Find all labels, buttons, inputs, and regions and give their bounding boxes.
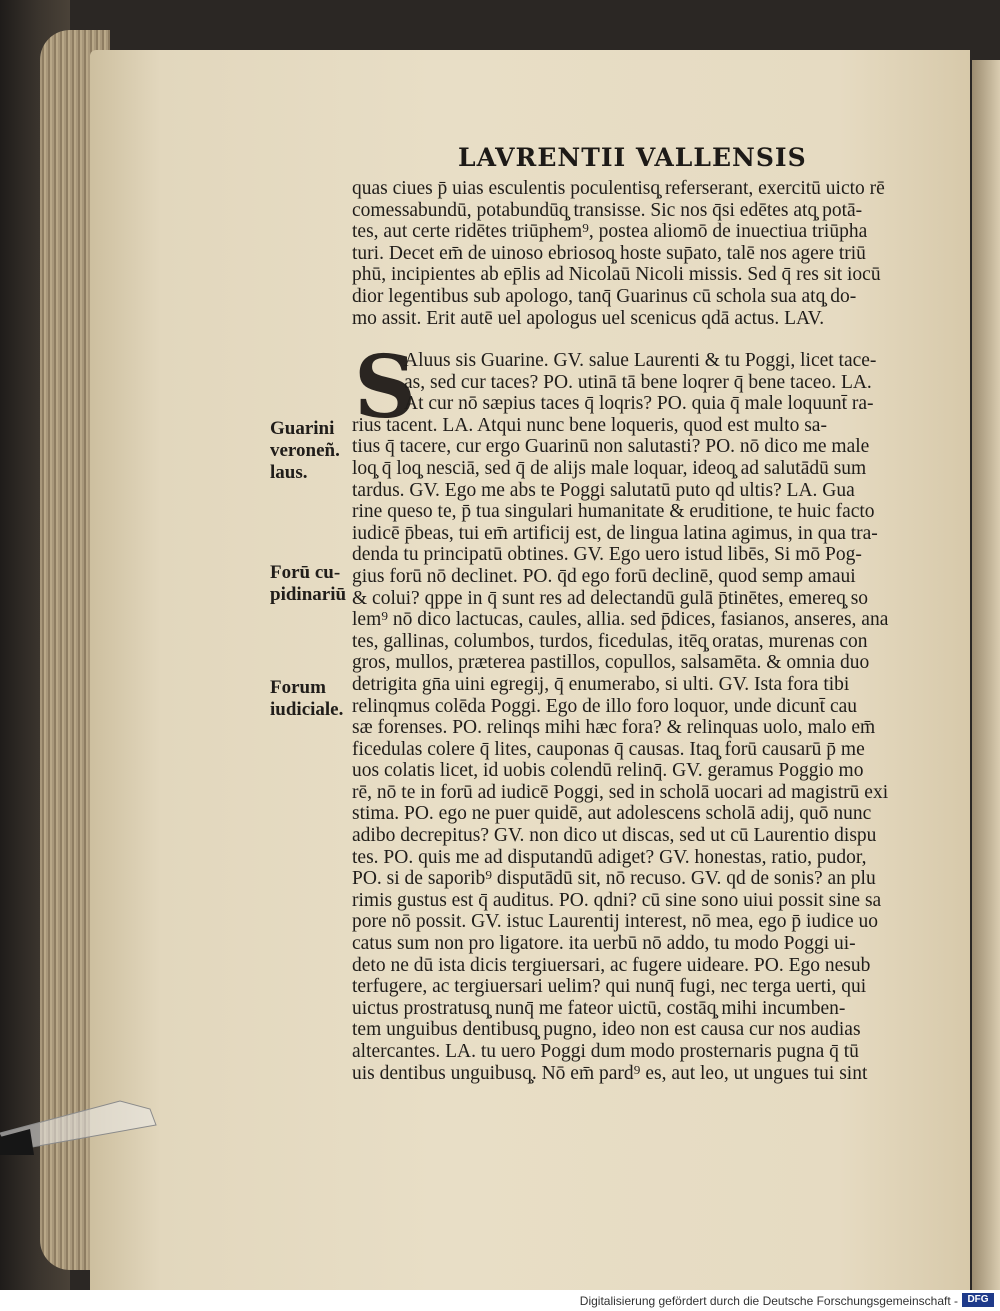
text-line: denda tu principatū obtines. GV. Ego uero istud libēs, Si mō Pog- xyxy=(352,544,862,566)
text-line: dior legentibus sub apologo, tanq̄ Guarinus cū schola sua atq̧ do- xyxy=(352,285,857,307)
text-line: rine queso te, p̄ tua singulari humanitate & eruditione, te huic facto xyxy=(352,501,875,523)
margin-note-line: iudiciale. xyxy=(270,699,344,720)
text-line: PO. si de saporib⁹ disputādū sit, nō recuso. GV. qd de sonis? an plu xyxy=(352,868,876,890)
text-line: catus sum non pro ligatore. ita uerbū nō addo, tu modo Poggi ui- xyxy=(352,933,856,955)
text-line: tius q̄ tacere, cur ergo Guarinū non salutasti? PO. nō dico me male xyxy=(352,436,870,458)
text-line: comessabundū, potabundūq̧ transisse. Sic nos q̄si edētes atq̧ potā- xyxy=(352,199,863,221)
decorated-initial: S xyxy=(354,337,417,438)
text-line: deto ne dū ista dicis tergiuersari, ac fugere uideare. PO. Ego nesub xyxy=(352,954,871,976)
text-line: lem⁹ nō dico lactucas, caules, allia. sed p̄dices, fasianos, anseres, ana xyxy=(352,609,889,631)
text-line: tem unguibus dentibusq̧ pugno, ideo non est causa cur nos audias xyxy=(352,1019,861,1041)
text-line: tes, aut certe ridētes triūphem⁹, postea aliomō de inuectiua triūpha xyxy=(352,221,868,243)
text-line: uis dentibus unguibusq̧. Nō em̄ pard⁹ es, aut leo, ut ungues tui sint xyxy=(352,1062,868,1084)
dfg-logo: DFG xyxy=(962,1293,994,1307)
text-line: mo assit. Erit autē uel apologus uel scenicus qdā actus. LAV. xyxy=(352,307,825,329)
text-line: tes, gallinas, columbos, turdos, ficedulas, itēq̧ oratas, murenas con xyxy=(352,630,868,652)
margin-note-forum-cupidinarium xyxy=(270,562,346,606)
text-line: iudicē p̄beas, tui em̄ artificij est, de lingua latina agimus, in qua tra- xyxy=(352,522,878,544)
paragraph-1 xyxy=(352,178,914,329)
text-line: relinqmus colēda Poggi. Ego de illo foro loquor, unde dicunt̄ cau xyxy=(352,695,858,717)
reading-pointer-tool xyxy=(0,1095,160,1155)
text-line: terfugere, ac tergiuersari uelim? qui nunq̄ fugi, nec terga uerti, qui xyxy=(352,976,867,998)
text-line: stima. PO. ego ne puer quidē, aut adolescens scholā adij, quō nunc xyxy=(352,803,872,825)
text-line: Aluus sis Guarine. GV. salue Laurenti & tu Poggi, licet tace- xyxy=(404,350,877,371)
margin-note-line: pidinariū xyxy=(270,584,347,605)
margin-note-line: Guarini xyxy=(270,418,335,439)
text-line: gros, mullos, præterea pastillos, copullos, salsamēta. & omnia duo xyxy=(352,652,870,674)
text-line: rē, nō te in forū ad iudicē Poggi, sed in scholā uocari ad magistrū exi xyxy=(352,781,889,803)
margin-note-line: Forū cu- xyxy=(270,562,341,583)
text-line: uos colatis licet, id uobis colendū relinq̄. GV. geramus Poggio mo xyxy=(352,760,864,782)
text-line: detrigita gn̄a uini egregij, q̄ enumerabo, si ulti. GV. Ista fora tibi xyxy=(352,673,850,695)
text-line: rius tacent. LA. Atqui nunc bene loqueris, quod est multo sa- xyxy=(352,414,827,436)
text-line: At cur nō sæpius taces q̄ loqris? PO. quia q̄ male loquunt̄ ra- xyxy=(404,393,874,415)
text-line: sæ forenses. PO. relinqs mihi hæc fora? & relinquas uolo, malo em̄ xyxy=(352,717,876,739)
running-head: LAVRENTII VALLENSIS xyxy=(458,143,807,172)
text-line: turi. Decet em̄ de uinoso ebriosoq̧ hoste sup̄ato, talē nos agere triū xyxy=(352,242,866,264)
text-line: ficedulas colere q̄ lites, cauponas q̄ causas. Itaq̧ forū causarū p̄ me xyxy=(352,738,865,760)
facing-page-edge xyxy=(972,60,1000,1290)
margin-note-line: Forum xyxy=(270,677,326,698)
text-line: uictus prostratusq̧ nunq̄ me fateor uictū, costāq̧ mihi incumben- xyxy=(352,997,846,1019)
paragraph-2 xyxy=(352,337,914,1084)
text-line: rimis gustus est q̄ auditus. PO. qdni? cū sine sono uiui possit sine sa xyxy=(352,889,882,911)
text-line: pore nō possit. GV. istuc Laurentij interest, nō mea, ego p̄ iudice uo xyxy=(352,911,879,933)
text-line: quas ciues p̄ uias esculentis poculentisq̧ referserant, exercitū uicto rē xyxy=(352,178,885,199)
text-line: tardus. GV. Ego me abs te Poggi salutatū puto qd ultis? LA. Gua xyxy=(352,479,855,501)
margin-note-forum-iudiciale xyxy=(270,677,343,721)
margin-note-line: laus. xyxy=(270,462,308,483)
text-line: phū, incipientes ab ep̄lis ad Nicolaū Nicoli missis. Sed q̄ res sit iocū xyxy=(352,264,881,286)
text-line: & colui? qppe in q̄ sunt res ad delectandū gulā p̄tinētes, emereq̧ so xyxy=(352,587,869,609)
margin-note-line: veroneñ. xyxy=(270,440,340,461)
text-line: altercantes. LA. tu uero Poggi dum modo prosternaris pugna q̄ tū xyxy=(352,1041,859,1062)
text-line: adibo decrepitus? GV. non dico ut discas, sed ut cū Laurentio dispu xyxy=(352,825,877,847)
text-line: as, sed cur taces? PO. utinā tā bene loqrer q̄ bene taceo. LA. xyxy=(404,371,872,393)
margin-note-guarini xyxy=(270,418,340,484)
text-line: tes. PO. quis me ad disputandū adiget? GV. honestas, ratio, pudor, xyxy=(352,846,867,868)
footer-credit: Digitalisierung gefördert durch die Deutsche Forschungsgemeinschaft - xyxy=(579,1294,958,1308)
text-line: gius forū nō declinet. PO. q̄d ego forū declinē, quod semp amaui xyxy=(352,565,856,587)
text-line: loq̧ q̄ loq̧ nesciā, sed q̄ de alijs male loquar, ideoq̧ ad salutādū sum xyxy=(352,457,867,479)
